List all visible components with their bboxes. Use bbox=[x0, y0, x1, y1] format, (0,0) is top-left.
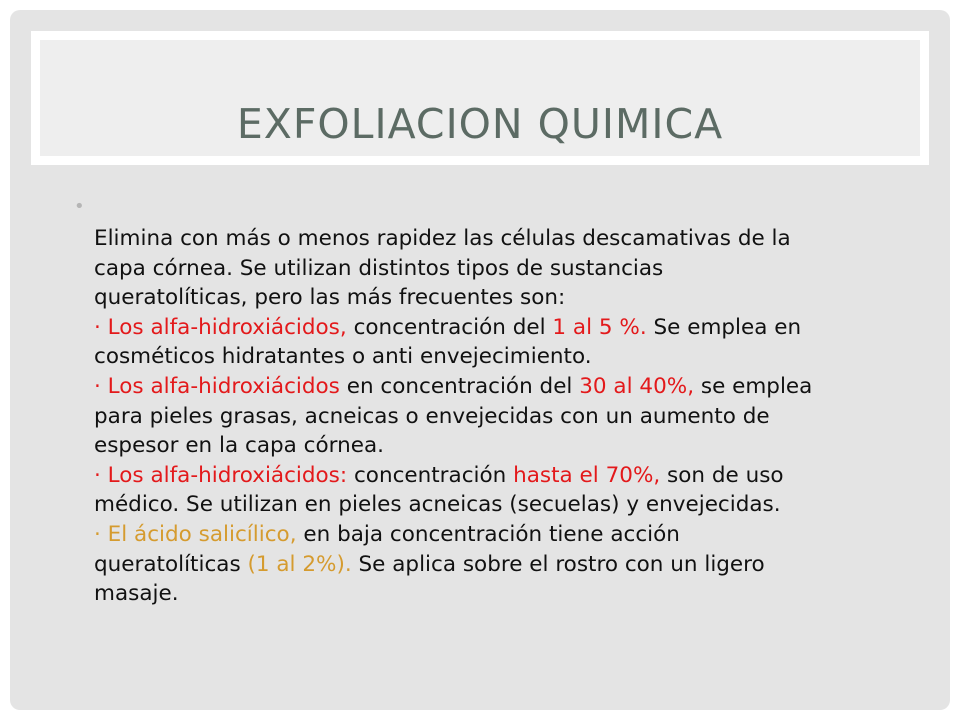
list-item bbox=[94, 461, 914, 520]
bullet-icon: • bbox=[74, 196, 85, 217]
list-item bbox=[94, 313, 914, 372]
text-segment: concentración del bbox=[346, 314, 553, 340]
text-line bbox=[94, 461, 914, 491]
highlight-segment: · Los alfa-hidroxiácidos: bbox=[94, 462, 348, 488]
text-segment: en concentración del bbox=[339, 373, 580, 399]
text-segment: Se emplea en bbox=[646, 314, 802, 340]
highlight-segment: hasta el 70%, bbox=[513, 462, 661, 488]
text-line bbox=[94, 520, 914, 550]
text-line bbox=[94, 342, 914, 372]
highlight-segment: · Los alfa-hidroxiácidos bbox=[94, 373, 340, 399]
text-line bbox=[94, 579, 914, 609]
text-line bbox=[94, 490, 914, 520]
text-segment: espesor en la capa córnea. bbox=[94, 433, 384, 459]
title-frame bbox=[31, 31, 929, 165]
slide-title: EXFOLIACION QUIMICA bbox=[236, 100, 724, 148]
highlight-segment: · El ácido salicílico, bbox=[94, 521, 297, 547]
text-line bbox=[94, 550, 914, 580]
text-segment: Se aplica sobre el rostro con un ligero bbox=[351, 551, 765, 577]
text-line: queratolíticas, pero las más frecuentes son: bbox=[94, 285, 566, 311]
text-line: capa córnea. Se utilizan distintos tipos de sustancias bbox=[94, 255, 664, 281]
text-line bbox=[94, 431, 914, 461]
text-segment: cosméticos hidratantes o anti envejecimiento. bbox=[94, 344, 592, 370]
list-item bbox=[94, 520, 914, 609]
text-segment: queratolíticas bbox=[94, 551, 248, 577]
highlight-segment: 1 al 5 %. bbox=[552, 314, 647, 340]
slide bbox=[10, 10, 950, 710]
text-line bbox=[94, 402, 914, 432]
text-line: Elimina con más o menos rapidez las células descamativas de la bbox=[94, 226, 791, 251]
text-segment: médico. Se utilizan en pieles acneicas (secuelas) y envejecidas. bbox=[94, 492, 781, 518]
text-segment: son de uso bbox=[660, 462, 784, 488]
text-segment: se emplea bbox=[694, 373, 813, 399]
text-segment: para pieles grasas, acneicas o envejecidas con un aumento de bbox=[94, 403, 770, 429]
text-line bbox=[94, 372, 914, 402]
highlight-segment: 30 al 40%, bbox=[579, 373, 695, 399]
text-segment: concentración bbox=[347, 462, 514, 488]
highlight-segment: · Los alfa-hidroxiácidos, bbox=[94, 314, 347, 340]
text-segment: en baja concentración tiene acción bbox=[296, 521, 680, 547]
text-segment: masaje. bbox=[94, 581, 179, 607]
body-text bbox=[94, 224, 914, 609]
highlight-segment: (1 al 2%). bbox=[247, 551, 352, 577]
list-item bbox=[94, 372, 914, 461]
text-line bbox=[94, 313, 914, 343]
